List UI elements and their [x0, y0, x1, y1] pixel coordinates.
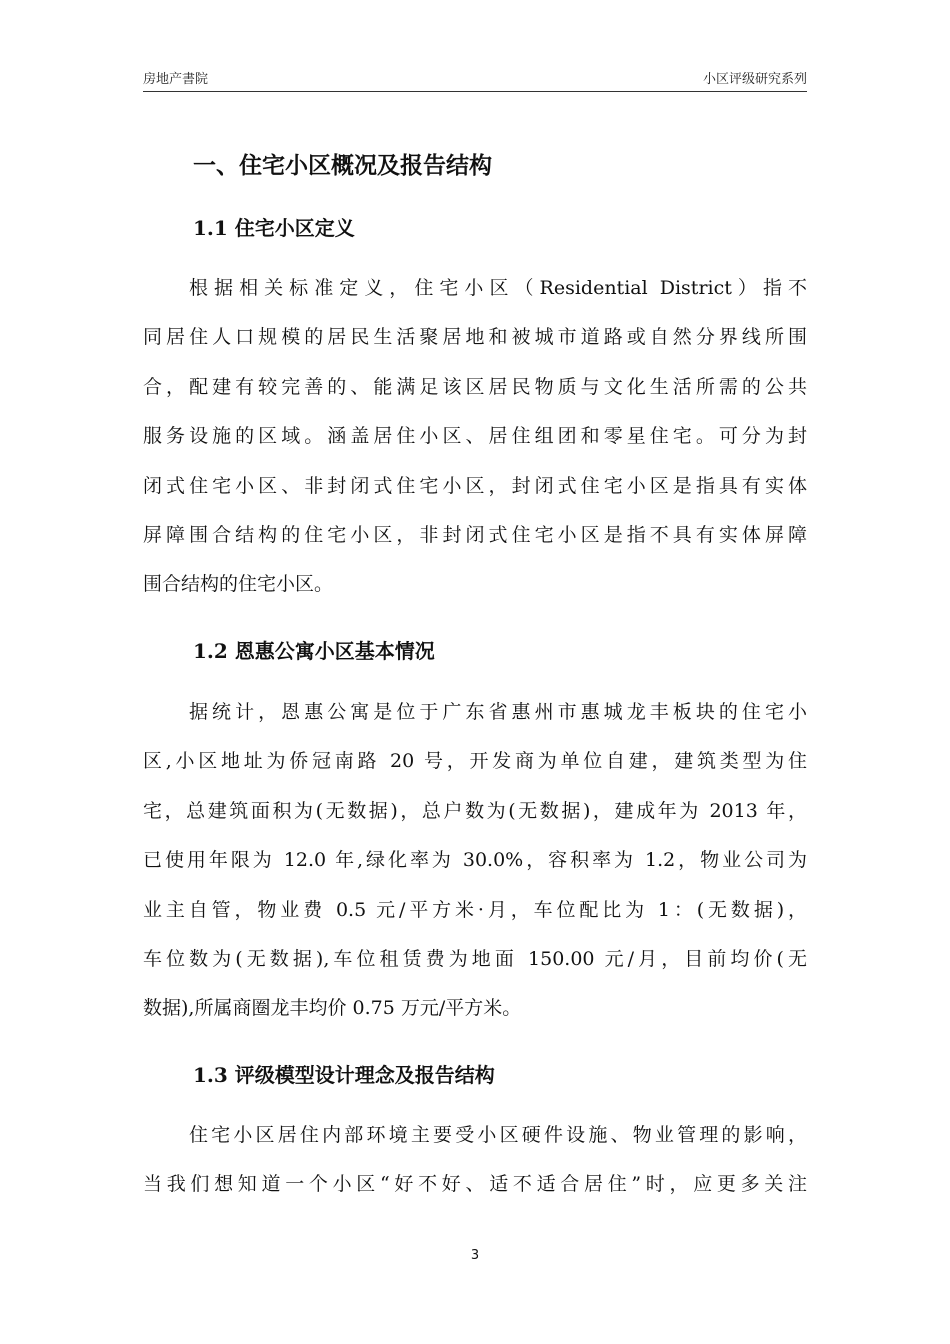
paragraph-line: 围合结构的住宅小区。 [143, 573, 334, 596]
section-heading-1-1: 1.1 住宅小区定义 [193, 216, 355, 240]
paragraph-line: 宅，总建筑面积为(无数据)，总户数为(无数据)，建成年为 2013 年， [143, 799, 807, 822]
paragraph-line: 服务设施的区域。涵盖居住小区、居住组团和零星住宅。可分为封 [143, 425, 807, 448]
paragraph-line: 业主自管，物业费 0.5 元/平方米·月，车位配比为 1：(无数据)， [143, 898, 807, 921]
section-heading-1-2: 1.2 恩惠公寓小区基本情况 [193, 639, 435, 663]
section-heading-1-3: 1.3 评级模型设计理念及报告结构 [193, 1063, 495, 1087]
paragraph-line: 据统计，恩惠公寓是位于广东省惠州市惠城龙丰板块的住宅小 [189, 701, 807, 723]
paragraph-line: 屏障围合结构的住宅小区，非封闭式住宅小区是指不具有实体屏障 [143, 523, 807, 546]
paragraph-line: 车位数为(无数据),车位租赁费为地面 150.00 元/月，目前均价(无 [143, 947, 807, 970]
page-number: 3 [470, 1248, 480, 1263]
header-right-title: 小区评级研究系列 [702, 72, 807, 87]
paragraph-line: 数据),所属商圈龙丰均价 0.75 万元/平方米。 [143, 997, 522, 1020]
paragraph-line: 闭式住宅小区、非封闭式住宅小区，封闭式住宅小区是指具有实体 [143, 474, 807, 497]
paragraph-line: 区,小区地址为侨冠南路 20 号，开发商为单位自建，建筑类型为住 [143, 750, 807, 773]
paragraph-line: 根据相关标准定义，住宅小区（Residential District）指不 [189, 277, 807, 299]
section-1-3-paragraph [143, 1111, 807, 1210]
header-rule [143, 91, 807, 92]
section-1-2-paragraph [143, 688, 807, 1034]
page-header [143, 66, 807, 88]
paragraph-line: 已使用年限为 12.0 年,绿化率为 30.0%，容积率为 1.2，物业公司为 [143, 849, 807, 872]
section-1-1-paragraph [143, 264, 807, 610]
paragraph-line: 住宅小区居住内部环境主要受小区硬件设施、物业管理的影响， [189, 1124, 807, 1146]
paragraph-line: 合，配建有较完善的、能满足该区居民物质与文化生活所需的公共 [143, 375, 807, 398]
chapter-heading: 一、住宅小区概况及报告结构 [193, 152, 492, 179]
paragraph-line: 当我们想知道一个小区“好不好、适不适合居住”时，应更多关注 [143, 1173, 807, 1196]
header-left-title: 房地产書院 [143, 72, 209, 87]
paragraph-line: 同居住人口规模的居民生活聚居地和被城市道路或自然分界线所围 [143, 326, 807, 349]
